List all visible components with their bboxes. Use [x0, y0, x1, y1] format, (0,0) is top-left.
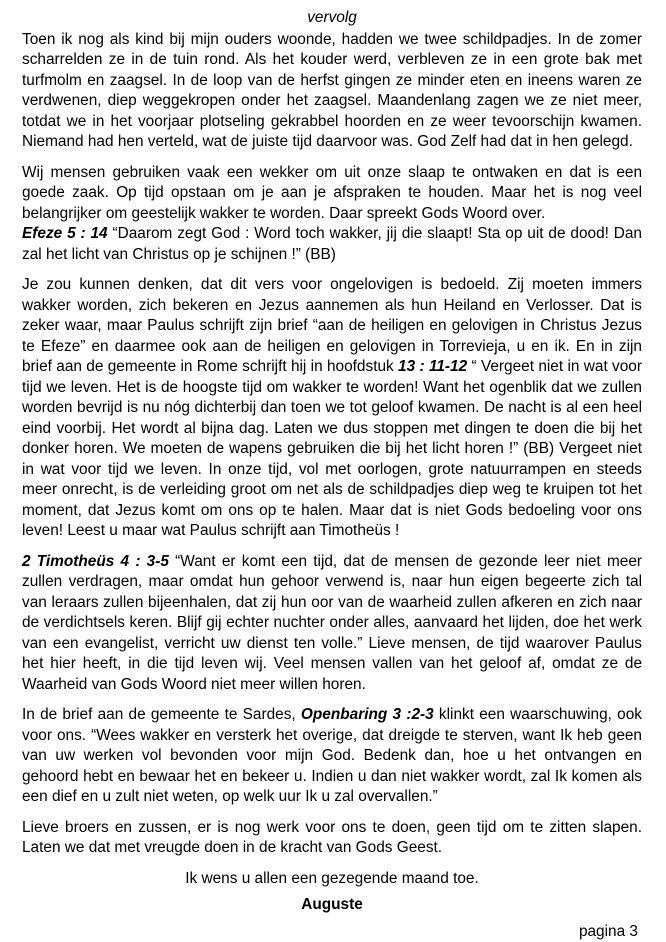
bible-reference: 13 : 11-12	[398, 358, 467, 375]
paragraph-intro: Toen ik nog als kind bij mijn ouders woonde, hadden we twee schildpadjes. In de zomer scharrelden ze in de tuin rond. Als het kouder werd, verbleven ze in een grote bak met turfmolm en zaagsel. In de loop van de herfst gingen ze minder eten en ineens waren ze verdwenen, diep weggekropen onder het zaagsel. Maandenlang zagen we ze niet meer, totdat we in het voorjaar plotseling gekrabbel hoorden en ze weer tevoorschijn kwamen. Niemand had hen verteld, wat de juiste tijd daarvoor was. God Zelf had dat in hen gelegd.	[22, 30, 642, 153]
paragraph-closing: Lieve broers en zussen, er is nog werk voor ons te doen, geen tijd om te zitten slapen. Laten we dat met vreugde doen in de kracht van Gods Geest.	[22, 818, 642, 859]
signature: Auguste	[22, 895, 642, 916]
paragraph-text: “ Vergeet niet in wat voor tijd we leven. Het is de hoogste tijd om wakker te worden! Want het ogenblik dat we zullen worden bevrijd is nu nóg dichterbij dan toen we tot geloof kwamen. De nacht is al een heel eind voorbij. Het wordt al bijna dag. Laten we dus stoppen met dingen te doen die bij het donker horen. We moeten de wapens gebruiken die bij het licht horen !” (BB) Vergeet niet in wat voor tijd we leven. In onze tijd, vol met oorlogen, grote natuurrampen en steeds meer onrecht, is de verleiding groot om net als de schildpadjes diep weg te kruipen tot het moment, dat Jezus komt om ons op te halen. Maar dat is niet Gods bedoeling voor ons leven! Leest u maar wat Paulus schrijft aan Timotheüs !	[22, 358, 642, 539]
bible-reference: Efeze 5 : 14	[22, 225, 108, 242]
closing-wish: Ik wens u allen een gezegende maand toe.	[22, 869, 642, 890]
paragraph-text: “Want er komt een tijd, dat de mensen de gezonde leer niet meer zullen verdragen, maar omdat hun gehoor verwend is, naar hun eigen begeerte zich tal van leraars zullen bijeenhalen, dat zij hun oor van de waarheid zullen afkeren en zich naar de verdichtsels keren. Blijf gij echter nuchter onder alles, aanvaard het lijden, doe het werk van een evangelist, verricht uw dienst ten volle.” Lieve mensen, de tijd waarover Paulus het hier heeft, in die tijd leven wij. Veel mensen vallen van het geloof af, omdat ze de Waarheid van Gods Woord niet meer willen horen.	[22, 553, 642, 693]
paragraph-text: In de brief aan de gemeente te Sardes,	[22, 706, 301, 723]
paragraph-text: Je zou kunnen denken, dat dit vers voor ongelovigen is bedoeld. Zij moeten immers wakker worden, zich bekeren en Jezus aannemen als hun Heiland en Verlosser. Dat is zeker waar, maar Paulus schrijft zijn brief “aan de heiligen en gelovigen in Christus Jezus te Efeze” en daarmee ook aan de heiligen en gelovigen in Torrevieja, u en ik. En in zijn brief aan de gemeente in Rome schrijft hij in hoofdstuk	[22, 276, 642, 375]
paragraph-text: klinkt een waarschuwing, ook voor ons. “Wees wakker en versterk het overige, dat dreigde te sterven, want Ik heb geen van uw werken vol bevonden voor mijn God. Bedenk dan, hoe u het ontvangen en gehoord hebt en bewaar het en bekeer u. Indien u dan niet wakker wordt, zal Ik komen als een dief en u zult niet weten, op welk uur Ik u zal overvallen.”	[22, 706, 642, 805]
document-page	[22, 8, 642, 942]
paragraph-openbaring	[22, 705, 642, 808]
paragraph-wekker	[22, 163, 642, 266]
page-number: pagina 3	[22, 922, 638, 942]
paragraph-text: Wij mensen gebruiken vaak een wekker om uit onze slaap te ontwaken en dat is een goede zaak. Op tijd opstaan om je aan je afspraken te houden. Maar het is nog veel belangrijker om geestelijk wakker te worden. Daar spreekt Gods Woord over.	[22, 164, 642, 222]
bible-reference: Openbaring 3 :2-3	[301, 706, 434, 723]
bible-quote: “Daarom zegt God : Word toch wakker, jij die slaapt! Sta op uit de dood! Dan zal het licht van Christus op je schijnen !” (BB)	[22, 225, 642, 263]
paragraph-timotheus	[22, 552, 642, 696]
page-header: vervolg	[22, 8, 642, 29]
paragraph-romeinen	[22, 275, 642, 542]
bible-reference: 2 Timotheüs 4 : 3-5	[22, 553, 169, 570]
